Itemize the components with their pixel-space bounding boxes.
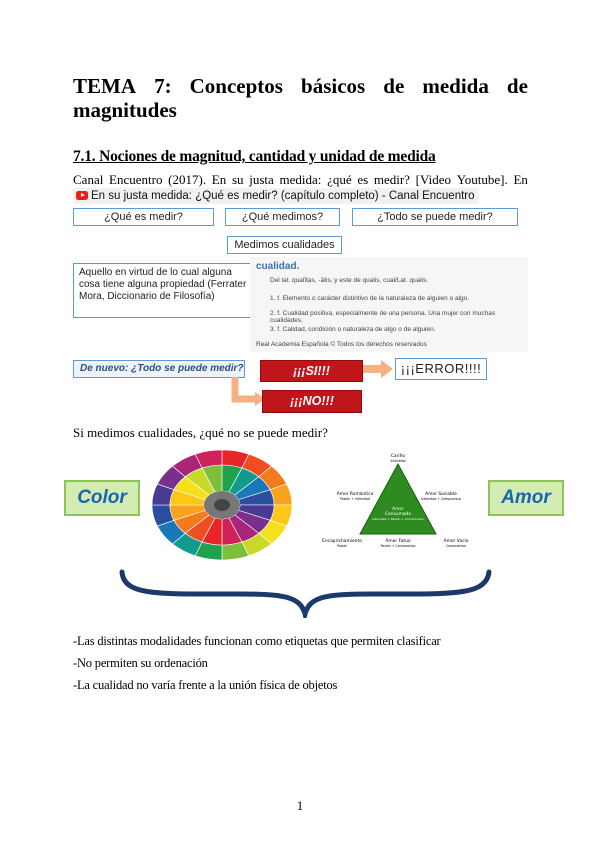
section-heading: 7.1. Nociones de magnitud, cantidad y unidad de medida [73,148,436,165]
intro-word: Youtube]. [456,172,508,187]
triangle-top-sub: Intimidad [390,459,406,463]
video-link[interactable] [73,188,479,204]
color-wheel-core [214,499,230,511]
rae-item-2: 2. f. Cualidad positiva, especialmente de una persona. Una mujer con muchas cualidades. [270,310,496,324]
youtube-icon [76,191,88,200]
rae-definition [250,257,528,352]
question-box-1: ¿Qué es medir? [73,208,214,226]
intro-word: En [211,172,227,187]
triangle-top-label: Cariño [390,454,406,459]
intro-word: Canal [73,172,104,187]
rae-etymology: Del lat. qualĭtas, -ātis, y este de qualis, cual/Lat. qualis. [270,277,429,284]
page-title [73,74,528,122]
intro-word: ¿qué [327,172,352,187]
intro-word: [Video [415,172,451,187]
title-word: de [506,74,528,98]
video-link-text: En su justa medida: ¿Qué es medir? (capítulo completo) - Canal Encuentro [91,190,475,202]
list-item-1: -Las distintas modalidades funcionan como etiquetas que permiten clasificar [73,634,441,648]
list-item-3: -La cualidad no varía frente a la unión física de objetos [73,678,338,692]
de-nuevo-box: De nuevo: ¿Todo se puede medir? [73,360,245,378]
title-word: medida [422,74,489,98]
no-box: ¡¡¡NO!!! [262,390,362,413]
page-number: 1 [296,798,304,813]
triangle-center-label-2: Consumado [384,512,412,517]
question-box-3: ¿Todo se puede medir? [352,208,518,226]
curly-brace [118,568,493,618]
intro-word: su [231,172,244,187]
triangle-left-label: Amor Romántico [336,492,374,497]
triangle-br-label: Amor Vacío [443,539,469,544]
title-word: TEMA [73,74,136,98]
triangle-bottom-label: Amor Fatuo [385,539,411,544]
triangle-left-sub: Pasión + Intimidad [339,497,371,501]
color-wheel-illustration [150,448,294,562]
title-word: Conceptos [189,74,283,98]
medimos-cualidades-box: Medimos cualidades [227,236,342,254]
title-word: 7: [154,74,172,98]
si-box: ¡¡¡SI!!! [260,360,363,382]
rae-item-1: 1. f. Elemento o carácter distintivo de la naturaleza de alguien o algo. [270,295,470,302]
question-2: Si medimos cualidades, ¿qué no se puede medir? [73,425,328,440]
title-line-1 [73,74,528,98]
triangle-bl-sub: Pasión [336,544,348,548]
arrow-down-right [235,377,255,399]
title-word: de [383,74,405,98]
intro-word: Encuentro [109,172,163,187]
triangle-center-label: Amor [392,507,404,512]
intro-word: En [513,172,528,187]
title-line-2: magnitudes [73,98,177,122]
intro-paragraph [73,172,528,188]
triangle-center-sub: Intimidad + Pasión + Compromiso [372,517,424,521]
rae-item-3: 3. f. Calidad, condición o naturaleza de algo o de alguien. [270,326,436,333]
triangle-right-label: Amor Sociable [425,492,457,497]
error-box: ¡¡¡ERROR!!!! [395,358,487,380]
arrow-right-shaft [363,365,383,373]
arrow-right-head [381,360,393,378]
intro-word: medir? [373,172,410,187]
intro-word: es [357,172,369,187]
title-word: básicos [301,74,366,98]
triangle-bottom-sub: Pasión + Compromiso [380,544,416,548]
intro-word: medida: [279,172,322,187]
love-triangle-diagram [318,452,478,552]
color-label: Color [64,480,140,516]
amor-label: Amor [488,480,564,516]
rae-word: cualidad. [256,261,300,272]
rae-footer: Real Academia Española © Todos los derechos reservados [256,341,427,348]
triangle-right-sub: Intimidad + Compromiso [421,497,461,501]
question-box-2: ¿Qué medimos? [225,208,340,226]
list-item-2: -No permiten su ordenación [73,656,208,670]
triangle-bl-label: Encaprichamiento [322,539,362,544]
intro-word: justa [249,172,274,187]
triangle-br-sub: Compromiso [445,544,467,548]
definition-box: Aquello en virtud de lo cual alguna cosa tiene alguna propiedad (Ferrater Mora, Diccionario de Filosofía) [73,263,253,318]
intro-word: (2017). [168,172,207,187]
